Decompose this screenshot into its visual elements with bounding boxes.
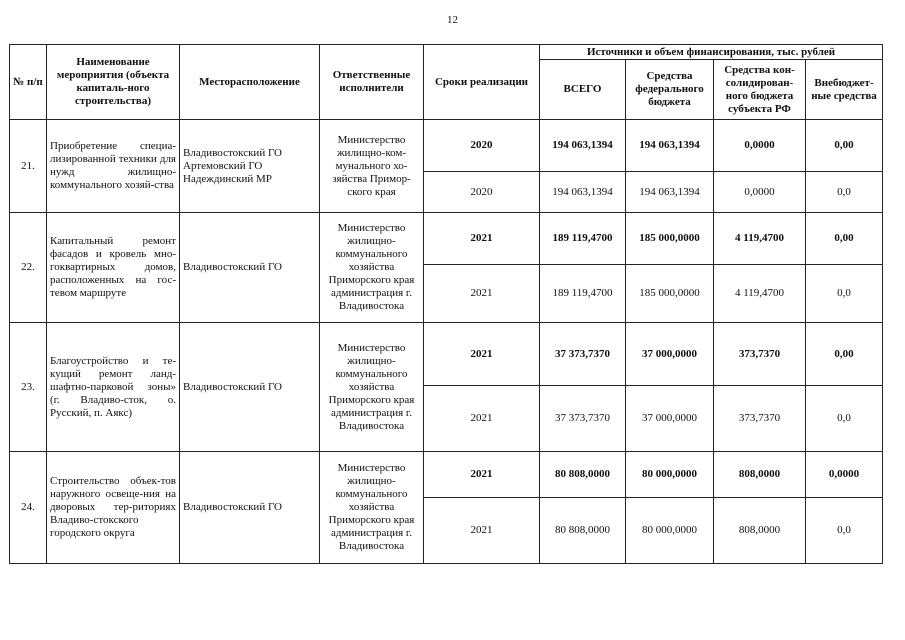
- header-executors: Ответственные исполнители: [320, 45, 424, 120]
- table-row: [10, 323, 883, 386]
- row-total: 37 373,7370: [540, 386, 626, 452]
- row-extra: 0,00: [806, 213, 883, 265]
- row-year: 2021: [424, 452, 540, 498]
- page-number: 12: [447, 14, 458, 26]
- row-federal: 80 000,0000: [626, 452, 714, 498]
- row-total: 189 119,4700: [540, 265, 626, 323]
- row-regional: 0,0000: [714, 120, 806, 172]
- row-total: 194 063,1394: [540, 120, 626, 172]
- row-year: 2021: [424, 323, 540, 386]
- header-location: Месторасположение: [180, 45, 320, 120]
- row-extra: 0,0: [806, 265, 883, 323]
- header-extra: Внебюджет-ные средства: [806, 60, 883, 120]
- header-term: Сроки реализации: [424, 45, 540, 120]
- row-location: Владивостокский ГО: [180, 213, 320, 323]
- row-extra: 0,00: [806, 120, 883, 172]
- row-year: 2021: [424, 265, 540, 323]
- row-regional: 4 119,4700: [714, 265, 806, 323]
- row-federal: 80 000,0000: [626, 498, 714, 564]
- row-total: 189 119,4700: [540, 213, 626, 265]
- row-federal: 185 000,0000: [626, 213, 714, 265]
- row-regional: 808,0000: [714, 498, 806, 564]
- row-federal: 37 000,0000: [626, 323, 714, 386]
- row-name: Строительство объек-тов наружного освеще-ния на дворовых тер-риториях Владиво-стокского городского округа: [47, 452, 180, 564]
- funding-table: [9, 44, 883, 564]
- table-row: [10, 120, 883, 172]
- row-number: 22.: [10, 213, 47, 323]
- row-total: 80 808,0000: [540, 452, 626, 498]
- row-name: Капитальный ремонт фасадов и кровель мно-гоквартирных домов, расположенных на гос-тевом маршруте: [47, 213, 180, 323]
- header-name: Наименование мероприятия (объекта капиталь-ного строительства): [47, 45, 180, 120]
- row-total: 37 373,7370: [540, 323, 626, 386]
- row-regional: 4 119,4700: [714, 213, 806, 265]
- row-year: 2021: [424, 386, 540, 452]
- header-total: ВСЕГО: [540, 60, 626, 120]
- row-total: 194 063,1394: [540, 172, 626, 213]
- row-number: 23.: [10, 323, 47, 452]
- row-regional: 808,0000: [714, 452, 806, 498]
- row-year: 2021: [424, 498, 540, 564]
- row-extra: 0,0: [806, 498, 883, 564]
- row-name: Приобретение специа-лизированной техники для нужд жилищно-коммунального хозяй-ства: [47, 120, 180, 213]
- row-regional: 0,0000: [714, 172, 806, 213]
- header-num: № п/п: [10, 45, 47, 120]
- row-regional: 373,7370: [714, 386, 806, 452]
- row-location: Владивостокский ГО Артемовский ГО Надеждинский МР: [180, 120, 320, 213]
- row-location: Владивостокский ГО: [180, 323, 320, 452]
- table-row: [10, 452, 883, 498]
- row-federal: 194 063,1394: [626, 120, 714, 172]
- row-location: Владивостокский ГО: [180, 452, 320, 564]
- row-regional: 373,7370: [714, 323, 806, 386]
- row-executors: Министерство жилищно-коммунального хозяйства Приморского края администрация г. Владивостока: [320, 213, 424, 323]
- row-executors: Министерство жилищно-коммунального хозяйства Приморского края администрация г. Владивостока: [320, 323, 424, 452]
- row-year: 2020: [424, 172, 540, 213]
- row-year: 2021: [424, 213, 540, 265]
- header-federal: Средства федерального бюджета: [626, 60, 714, 120]
- row-number: 24.: [10, 452, 47, 564]
- header-funding-group: Источники и объем финансирования, тыс. рублей: [540, 45, 883, 60]
- row-federal: 194 063,1394: [626, 172, 714, 213]
- row-extra: 0,00: [806, 323, 883, 386]
- row-year: 2020: [424, 120, 540, 172]
- row-executors: Министерство жилищно-коммунального хозяйства Приморского края администрация г. Владивостока: [320, 452, 424, 564]
- row-executors: Министерство жилищно-ком-мунального хо-зяйства Примор-ского края: [320, 120, 424, 213]
- row-number: 21.: [10, 120, 47, 213]
- header-regional: Средства кон-солидирован-ного бюджета субъекта РФ: [714, 60, 806, 120]
- row-extra: 0,0000: [806, 452, 883, 498]
- row-total: 80 808,0000: [540, 498, 626, 564]
- row-federal: 185 000,0000: [626, 265, 714, 323]
- row-extra: 0,0: [806, 172, 883, 213]
- row-name: Благоустройство и те-кущий ремонт ланд-шафтно-парковой зоны» (г. Владиво-сток, о. Русский, п. Аякс): [47, 323, 180, 452]
- row-extra: 0,0: [806, 386, 883, 452]
- table-row: [10, 213, 883, 265]
- row-federal: 37 000,0000: [626, 386, 714, 452]
